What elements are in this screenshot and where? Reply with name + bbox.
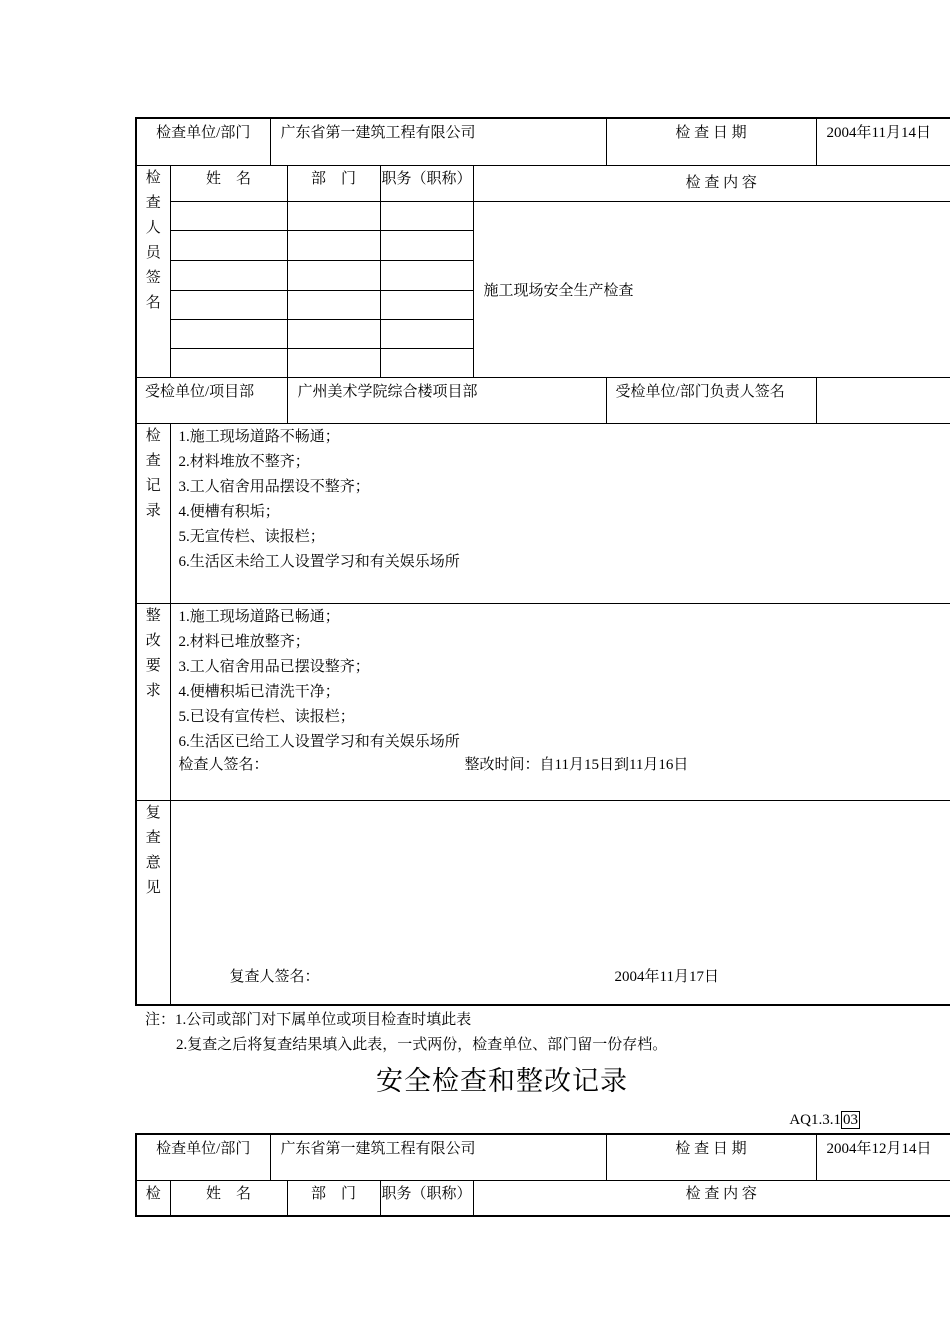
content-value: 施工现场安全生产检查: [473, 201, 950, 377]
reviewer-sign-label: 复查人签名：: [229, 969, 320, 985]
inspector-dept-cell[interactable]: [287, 319, 380, 348]
col-dept-header: 部 门: [287, 1180, 380, 1216]
inspector-dept-cell[interactable]: [287, 260, 380, 290]
document-number-prefix: AQ1.3.1: [789, 1112, 841, 1128]
inspected-head-sign-label: 受检单位/部门负责人签名: [606, 377, 816, 423]
review-date: 2004年11月17日: [614, 969, 719, 985]
inspector-dept-cell[interactable]: [287, 201, 380, 230]
inspecting-unit-label: 检查单位/部门: [136, 118, 270, 165]
document-number: [789, 1110, 860, 1130]
inspectors-sign-label: 检: [136, 1180, 170, 1216]
col-title-header: 职务（职称）: [380, 1180, 473, 1216]
col-dept-header: 部 门: [287, 165, 380, 201]
inspecting-unit-value: 广东省第一建筑工程有限公司: [270, 118, 606, 165]
safety-inspection-table-2: [135, 1133, 950, 1217]
review-label: 复 查 意 见: [136, 800, 170, 1005]
inspector-name-cell[interactable]: [170, 230, 287, 260]
rectify-content: [170, 603, 950, 800]
content-label: 检 查 内 容: [473, 1180, 950, 1216]
rectify-time: 整改时间：自11月15日到11月16日: [464, 756, 689, 773]
review-content: [170, 800, 950, 1005]
inspector-dept-cell[interactable]: [287, 290, 380, 319]
inspector-title-cell[interactable]: [380, 348, 473, 377]
inspector-name-cell[interactable]: [170, 290, 287, 319]
rectify-item: 1.施工现场道路已畅通；: [178, 608, 340, 625]
inspector-dept-cell[interactable]: [287, 348, 380, 377]
rectify-item: 5.已设有宣传栏、读报栏；: [178, 708, 355, 725]
inspection-date-label: 检 查 日 期: [606, 118, 816, 165]
note-line-1: 注：1.公司或部门对下属单位或项目检查时填此表: [145, 1012, 472, 1028]
record-item: 4.便槽有积垢；: [178, 503, 280, 520]
inspected-unit-label: 受检单位/项目部: [136, 377, 287, 423]
inspection-date-label: 检 查 日 期: [606, 1134, 816, 1180]
record-content: [170, 423, 950, 603]
rectify-item: 2.材料已堆放整齐；: [178, 633, 310, 650]
inspector-title-cell[interactable]: [380, 230, 473, 260]
inspector-title-cell[interactable]: [380, 201, 473, 230]
inspector-title-cell[interactable]: [380, 290, 473, 319]
col-name-header: 姓 名: [170, 1180, 287, 1216]
record-item: 3.工人宿舍用品摆设不整齐；: [178, 478, 370, 495]
page-title: 安全检查和整改记录: [376, 1066, 628, 1097]
inspecting-unit-value: 广东省第一建筑工程有限公司: [270, 1134, 606, 1180]
inspector-sign-label: 检查人签名：: [178, 756, 269, 773]
inspector-dept-cell[interactable]: [287, 230, 380, 260]
rectify-item: 4.便槽积垢已清洗干净；: [178, 683, 340, 700]
inspector-title-cell[interactable]: [380, 319, 473, 348]
rectify-label: 整 改 要 求: [136, 603, 170, 800]
inspectors-sign-label: 检 查 人 员 签 名: [136, 165, 170, 377]
inspected-head-sign-cell[interactable]: [816, 377, 950, 423]
content-label: 检 查 内 容: [473, 165, 950, 201]
inspected-unit-value: 广州美术学院综合楼项目部: [287, 377, 606, 423]
inspector-name-cell[interactable]: [170, 348, 287, 377]
inspection-date-value: 2004年12月14日: [816, 1134, 950, 1180]
safety-inspection-table-1: [135, 117, 950, 1006]
note-line-2: 2.复查之后将复查结果填入此表，一式两份，检查单位、部门留一份存档。: [176, 1037, 668, 1053]
inspector-name-cell[interactable]: [170, 201, 287, 230]
record-item: 6.生活区未给工人设置学习和有关娱乐场所: [178, 553, 460, 570]
col-name-header: 姓 名: [170, 165, 287, 201]
inspection-date-value: 2004年11月14日: [816, 118, 950, 165]
inspector-title-cell[interactable]: [380, 260, 473, 290]
inspector-name-cell[interactable]: [170, 319, 287, 348]
record-item: 5.无宣传栏、读报栏；: [178, 528, 325, 545]
inspector-name-cell[interactable]: [170, 260, 287, 290]
col-title-header: 职务（职称）: [380, 165, 473, 201]
document-number-boxed: 03: [843, 1112, 858, 1128]
rectify-item: 6.生活区已给工人设置学习和有关娱乐场所: [178, 733, 460, 750]
record-label: 检 查 记 录: [136, 423, 170, 603]
inspecting-unit-label: 检查单位/部门: [136, 1134, 270, 1180]
record-item: 2.材料堆放不整齐；: [178, 453, 310, 470]
record-item: 1.施工现场道路不畅通；: [178, 428, 340, 445]
rectify-item: 3.工人宿舍用品已摆设整齐；: [178, 658, 370, 675]
